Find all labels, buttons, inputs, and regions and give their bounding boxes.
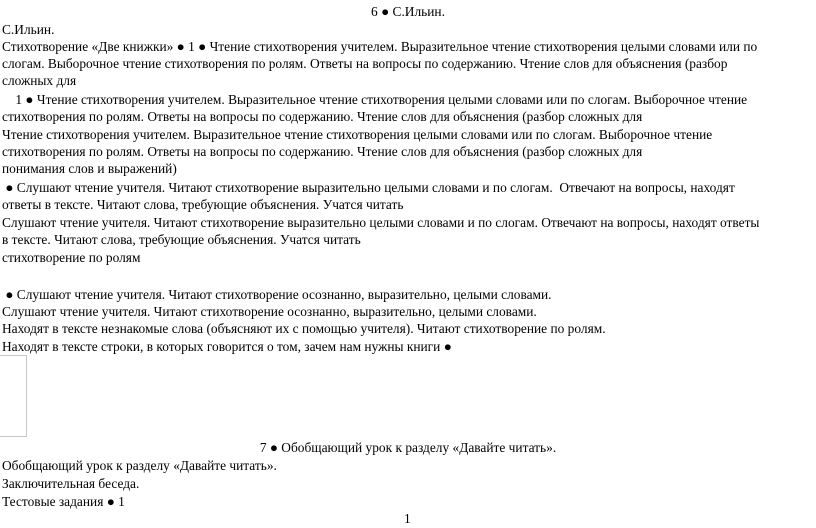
text-line: Обобщающий урок к разделу «Давайте читать». <box>2 458 277 473</box>
row-7-header: 7 ● Обобщающий урок к разделу «Давайте читать». <box>259 440 557 455</box>
text-line: сложных для <box>2 73 77 88</box>
text-line: Слушают чтение учителя. Читают стихотворение осознанно, выразительно, целыми словами. <box>2 304 537 319</box>
text-line: стихотворение по ролям <box>2 250 141 265</box>
text-line: понимания слов и выражений) <box>2 161 177 176</box>
row-6-header: 6 ● С.Ильин. <box>371 4 445 19</box>
text-line: Слушают чтение учителя. Читают стихотворение выразительно целыми словами и по слогам. Отвечают на вопросы, находят ответы <box>2 215 760 230</box>
text-line: Стихотворение «Две книжки» ● 1 ● Чтение стихотворения учителем. Выразительное чтение стихотворения целыми словами или по <box>2 39 758 54</box>
text-line: 1 ● Чтение стихотворения учителем. Выразительное чтение стихотворения целыми словами или по слогам. Выборочное чтение <box>2 92 748 107</box>
text-line: стихотворения по ролям. Ответы на вопросы по содержанию. Чтение слов для объяснения (разбор сложных для <box>2 109 643 124</box>
text-line: Чтение стихотворения учителем. Выразительное чтение стихотворения целыми словами или по слогам. Выборочное чтение <box>2 127 713 142</box>
author-line: С.Ильин. <box>2 22 55 37</box>
text-line: слогам. Выборочное чтение стихотворения по ролям. Ответы на вопросы по содержанию. Чтение слов для объяснения (разбор <box>2 56 728 71</box>
text-line: ● Слушают чтение учителя. Читают стихотворение выразительно целыми словами и по слогам. Отвечают на вопросы, находят <box>2 180 735 195</box>
page-number: 1 <box>404 511 411 526</box>
text-line: Тестовые задания ● 1 <box>2 494 125 509</box>
text-line: ответы в тексте. Читают слова, требующие объяснения. Учатся читать <box>2 197 404 212</box>
text-line: Находят в тексте строки, в которых говорится о том, зачем нам нужны книги ● <box>2 339 452 354</box>
empty-table-cell <box>0 355 27 437</box>
text-line: в тексте. Читают слова, требующие объяснения. Учатся читать <box>2 232 361 247</box>
text-line: Заключительная беседа. <box>2 476 140 491</box>
text-line: ● Слушают чтение учителя. Читают стихотворение осознанно, выразительно, целыми словами. <box>2 287 552 302</box>
text-line: Находят в тексте незнакомые слова (объясняют их с помощью учителя). Читают стихотворение по ролям. <box>2 321 606 336</box>
text-line: стихотворения по ролям. Ответы на вопросы по содержанию. Чтение слов для объяснения (разбор сложных для <box>2 144 643 159</box>
